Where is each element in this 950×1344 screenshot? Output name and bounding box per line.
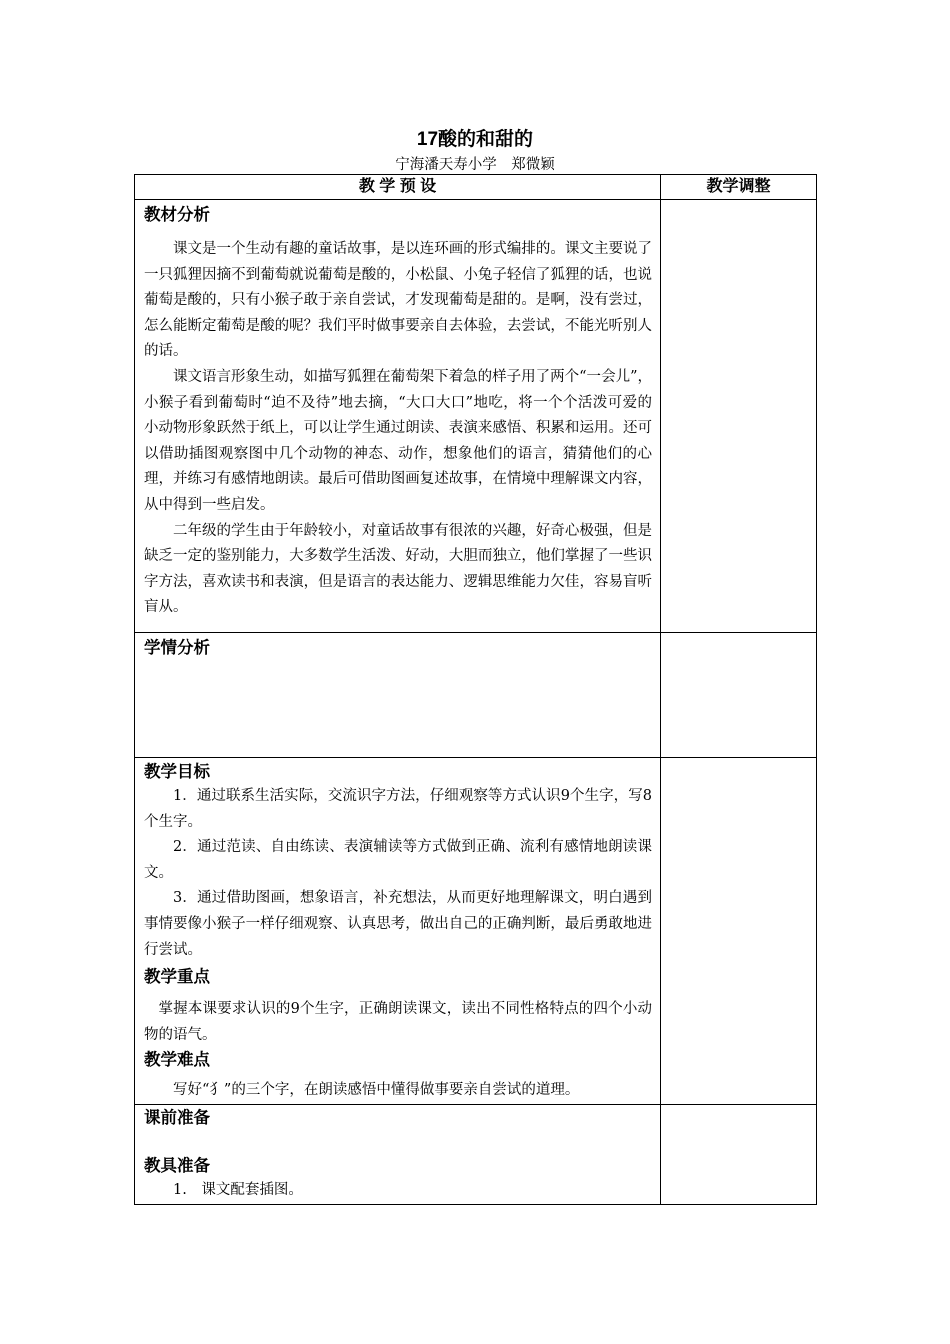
- students-heading: 学情分析: [144, 639, 210, 657]
- row-materials-analysis: [135, 200, 817, 633]
- tools-heading: 教具准备: [144, 1156, 210, 1175]
- author-line: 宁海潘天寿小学 郑微颖: [395, 157, 555, 173]
- row-class-preparation: [135, 1104, 817, 1204]
- goal-item: 2．通过范读、自由练读、表演辅读等方式做到正确、流利有感情地朗读课文。: [144, 839, 652, 881]
- table-header-row: [135, 175, 817, 200]
- goals-cell: [135, 758, 661, 1105]
- row-teaching-goals: [135, 758, 817, 1105]
- students-adjustment-cell[interactable]: [661, 633, 817, 758]
- difficulty-heading: 教学难点: [144, 1051, 210, 1070]
- materials-paragraph: 课文是一个生动有趣的童话故事，是以连环画的形式编排的。课文主要说了一只狐狸因摘不到葡萄就说葡萄是酸的，小松鼠、小兔子轻信了狐狸的话，也说葡萄是酸的，只有小猴子敢于亲自尝试，才发现葡萄是甜的。是啊，没有尝过，怎么能断定葡萄是酸的呢？我们平时做事要亲自去体验，去尝试，不能光听别人的话。: [144, 241, 652, 360]
- header-teaching-adjustment: 教学调整: [661, 175, 817, 200]
- row-student-analysis: [135, 633, 817, 758]
- goal-item: 3．通过借助图画，想象语言，补充想法，从而更好地理解课文，明白遇到事情要像小猴子一样仔细观察、认真思考，做出自己的正确判断，最后勇敢地进行尝试。: [144, 890, 652, 958]
- prep-heading: 课前准备: [144, 1108, 210, 1127]
- prep-adjustment-cell[interactable]: [661, 1104, 817, 1204]
- materials-paragraph: 课文语言形象生动，如描写狐狸在葡萄架下着急的样子用了两个“一会儿”，小猴子看到葡萄时“迫不及待”地去摘，“大口大口”地吃，将一个个活泼可爱的小动物形象跃然于纸上，可以让学生通过朗读、表演来感悟、积累和运用。还可以借助插图观察图中几个动物的神态、动作，想象他们的语言，猜猜他们的心理，并练习有感情地朗读。最后可借助图画复述故事，在情境中理解课文内容，从中得到一些启发。: [144, 368, 652, 513]
- key-points-heading: 教学重点: [144, 968, 210, 987]
- goals-adjustment-cell[interactable]: [661, 758, 817, 1105]
- materials-heading: 教材分析: [144, 206, 210, 224]
- lesson-plan-table: [134, 174, 817, 1205]
- tools-item: 1. 课文配套插图。: [173, 1181, 303, 1198]
- prep-cell: [135, 1104, 661, 1204]
- document-title: 17酸的和甜的: [416, 129, 534, 150]
- goals-heading: 教学目标: [144, 763, 210, 781]
- goal-item: 1．通过联系生活实际，交流识字方法，仔细观察等方式认识9个生字，写8个生字。: [144, 788, 652, 830]
- materials-adjustment-cell[interactable]: [661, 200, 817, 633]
- difficulty-text: 写好“犭”的三个字，在朗读感悟中懂得做事要亲自尝试的道理。: [173, 1082, 580, 1099]
- students-cell: [135, 633, 661, 758]
- key-points-text: 掌握本课要求认识的9个生字，正确朗读课文，读出不同性格特点的四个小动物的语气。: [144, 1001, 652, 1043]
- materials-paragraph: 二年级的学生由于年龄较小，对童话故事有很浓的兴趣，好奇心极强，但是缺乏一定的鉴别能力，大多数学生活泼、好动，大胆而独立，他们掌握了一些识字方法，喜欢读书和表演，但是语言的表达能力、逻辑思维能力欠佳，容易盲听盲从。: [144, 522, 652, 616]
- header-teaching-plan: 教 学 预 设: [135, 175, 661, 200]
- materials-cell: [135, 200, 661, 633]
